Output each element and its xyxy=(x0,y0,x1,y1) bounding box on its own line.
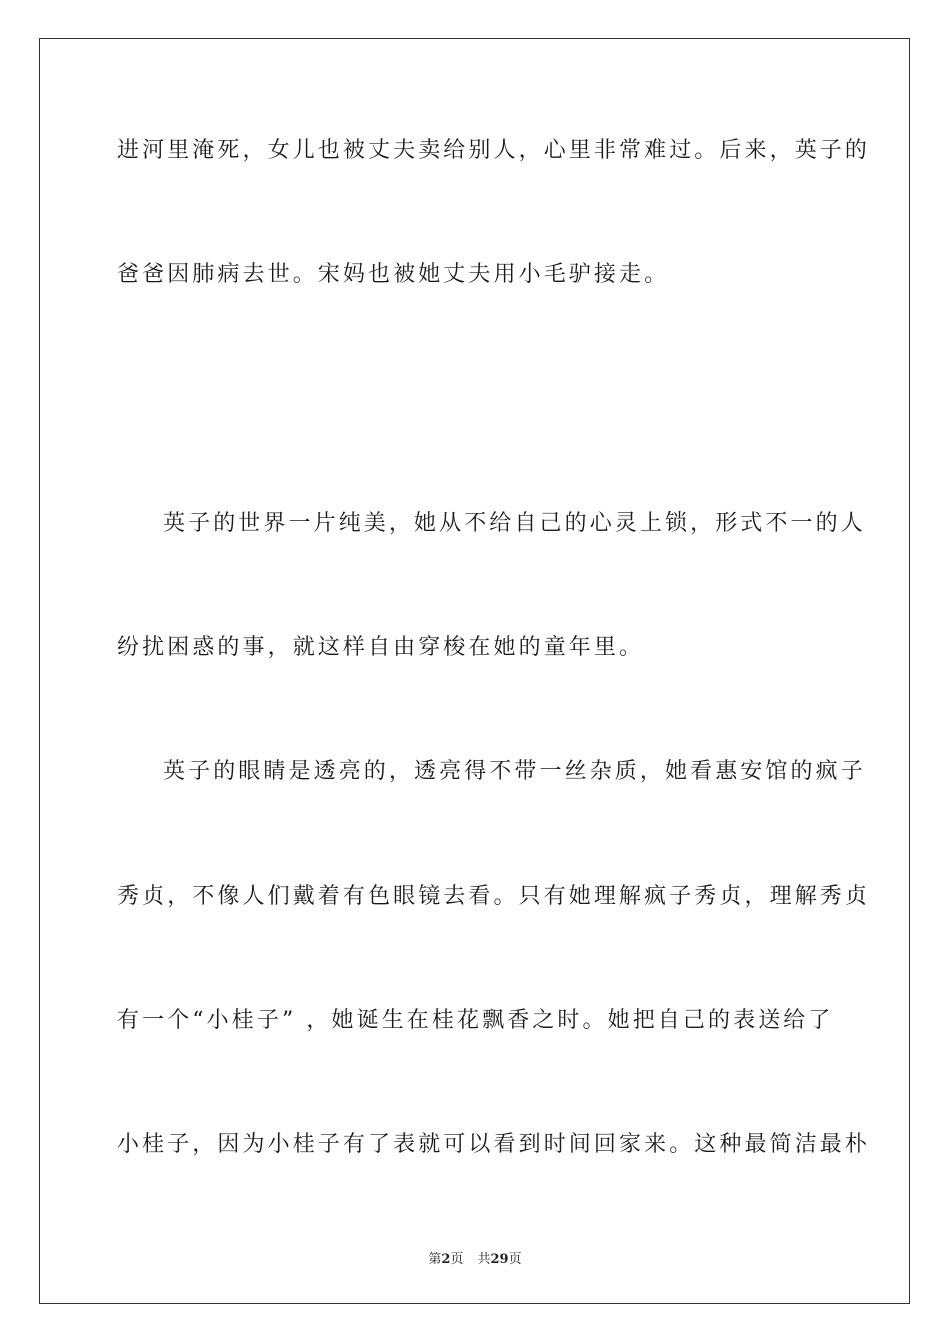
page-border xyxy=(39,38,910,1304)
body-line-1: 进河里淹死，女儿也被丈夫卖给别人，心里非常难过。后来，英子的 xyxy=(117,138,871,163)
total-suffix: 页 xyxy=(508,1252,522,1267)
body-line-4: 纷扰困惑的事，就这样自由穿梭在她的童年里。 xyxy=(117,635,645,660)
page-prefix: 第 xyxy=(428,1252,442,1267)
body-line-6: 秀贞，不像人们戴着有色眼镜去看。只有她理解疯子秀贞，理解秀贞 xyxy=(117,884,871,909)
body-line-7: 有一个“小桂子” ，她诞生在桂花飘香之时。她把自己的表送给了 xyxy=(117,1008,834,1033)
page-number: 2 xyxy=(441,1252,451,1267)
body-line-2: 爸爸因肺病去世。宋妈也被她丈夫用小毛驴接走。 xyxy=(117,262,670,287)
total-pages: 29 xyxy=(490,1252,509,1267)
body-line-5: 英子的眼睛是透亮的，透亮得不带一丝杂质，她看惠安馆的疯子 xyxy=(163,759,866,784)
page-suffix: 页 xyxy=(450,1252,464,1267)
body-line-3: 英子的世界一片纯美，她从不给自己的心灵上锁，形式不一的人 xyxy=(163,511,866,536)
body-line-8: 小桂子，因为小桂子有了表就可以看到时间回家来。这种最简洁最朴 xyxy=(117,1132,871,1157)
total-prefix: 共 xyxy=(477,1252,491,1267)
page-footer xyxy=(0,1248,950,1267)
